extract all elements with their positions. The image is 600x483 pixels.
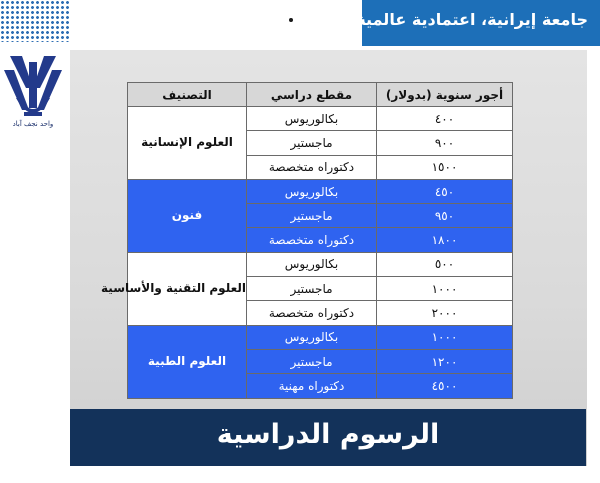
level-cell: دكتوراه متخصصة	[247, 228, 377, 252]
level-cell: ماجستير	[247, 349, 377, 373]
category-cell: العلوم الطبية	[128, 325, 247, 398]
header-fee: أجور سنوية (بدولار)	[377, 83, 513, 107]
level-cell: بكالوريوس	[247, 252, 377, 276]
header-title: جامعة إيرانية، اعتمادية عالمية	[356, 10, 588, 29]
footer-band	[70, 409, 586, 466]
decorative-dot-pattern	[0, 0, 70, 42]
university-emblem-icon	[2, 48, 64, 148]
fee-cell: ١٢٠٠	[377, 349, 513, 373]
footer-title: الرسوم الدراسية	[216, 419, 440, 450]
table-row	[128, 325, 513, 349]
fee-cell: ٥٠٠	[377, 252, 513, 276]
tuition-table	[101, 82, 513, 399]
fee-cell: ١٨٠٠	[377, 228, 513, 252]
level-cell: ماجستير	[247, 277, 377, 301]
fee-cell: ٤٥٠	[377, 179, 513, 203]
header-level: مقطع دراسي	[247, 83, 377, 107]
fee-cell: ١٥٠٠	[377, 155, 513, 179]
table-row	[128, 252, 513, 276]
table-header-row	[128, 83, 513, 107]
fee-cell: ٤٠٠	[377, 107, 513, 131]
category-cell: العلوم التقنية والأساسية	[128, 252, 247, 325]
table-row	[128, 179, 513, 203]
fee-cell: ٤٥٠٠	[377, 374, 513, 398]
level-cell: بكالوريوس	[247, 107, 377, 131]
decorative-dot	[289, 18, 293, 22]
fee-cell: ٩٥٠	[377, 204, 513, 228]
table-row	[128, 107, 513, 131]
fee-cell: ٢٠٠٠	[377, 301, 513, 325]
fee-cell: ١٠٠٠	[377, 325, 513, 349]
level-cell: بكالوريوس	[247, 179, 377, 203]
header-category: التصنيف	[128, 83, 247, 107]
fee-cell: ٩٠٠	[377, 131, 513, 155]
header-band	[356, 0, 600, 46]
level-cell: ماجستير	[247, 131, 377, 155]
level-cell: بكالوريوس	[247, 325, 377, 349]
category-cell: فنون	[128, 179, 247, 252]
fee-cell: ١٠٠٠	[377, 277, 513, 301]
level-cell: دكتوراه متخصصة	[247, 301, 377, 325]
level-cell: دكتوراه مهنية	[247, 374, 377, 398]
level-cell: ماجستير	[247, 204, 377, 228]
category-cell: العلوم الإنسانية	[128, 107, 247, 180]
logo-caption: واحد نجف آباد	[12, 120, 54, 128]
level-cell: دكتوراه متخصصة	[247, 155, 377, 179]
